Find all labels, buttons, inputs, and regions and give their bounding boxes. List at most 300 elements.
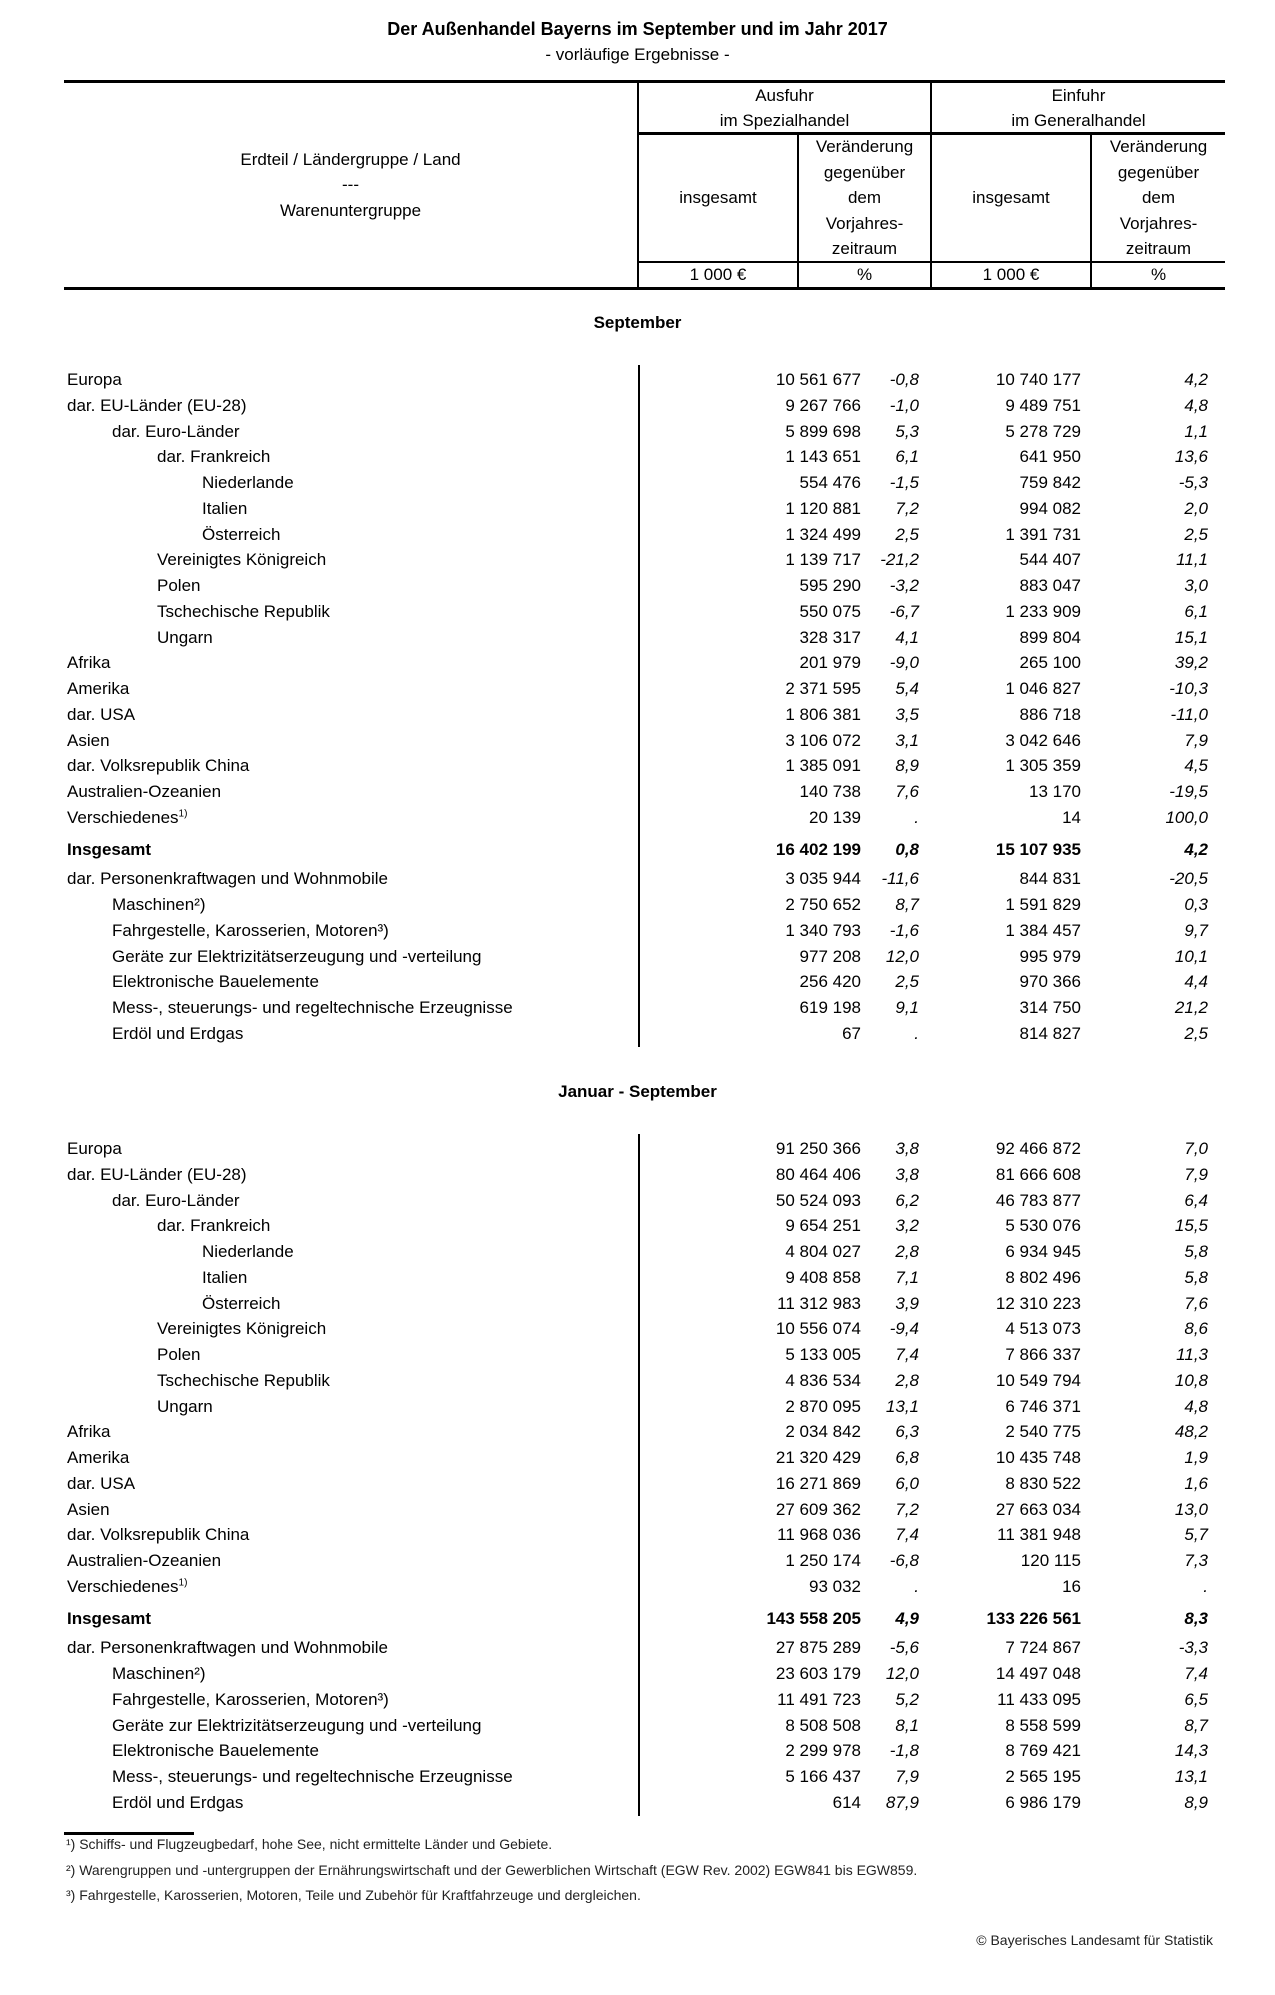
import-value: 120 115 <box>1020 1551 1081 1570</box>
export-total-header: insgesamt <box>679 188 757 208</box>
row-label-text: Insgesamt <box>67 839 152 859</box>
change-line: dem <box>847 188 882 208</box>
export-value: 91 250 366 <box>775 1139 861 1158</box>
row-label <box>112 892 206 918</box>
export-value: 27 609 362 <box>775 1499 861 1519</box>
export-change: 8,7 <box>895 895 919 914</box>
import-value: 92 466 872 <box>995 1139 1081 1158</box>
import-value: 9 489 751 <box>1005 395 1081 415</box>
region-row <box>64 547 1225 573</box>
row-label-text: dar. USA <box>67 1473 136 1493</box>
row-label-text: Asien <box>67 730 110 750</box>
row-label-text: Europa <box>67 370 122 389</box>
export-value: 201 979 <box>799 653 861 673</box>
import-value: 11 433 095 <box>997 1689 1081 1709</box>
row-label-text: dar. Euro-Länder <box>112 1190 240 1210</box>
total-row <box>64 837 1225 863</box>
import-value: 7 866 337 <box>1005 1345 1081 1364</box>
import-value: 970 366 <box>1019 972 1081 992</box>
import-change: 7,9 <box>1184 1164 1208 1184</box>
import-value: 994 082 <box>1019 498 1081 518</box>
import-unit: 1 000 € <box>982 265 1040 285</box>
row-label-text: Afrika <box>67 1422 111 1442</box>
import-value: 6 986 179 <box>1005 1792 1081 1812</box>
export-change: -1,8 <box>889 1741 919 1761</box>
export-change: 3,8 <box>895 1164 919 1184</box>
region-row <box>64 1162 1225 1188</box>
row-label <box>67 837 151 863</box>
import-value: 12 310 223 <box>995 1293 1081 1313</box>
import-value: 814 827 <box>1019 1023 1081 1043</box>
export-change-header <box>799 135 930 261</box>
page-subtitle: - vorläufige Ergebnisse - <box>545 45 730 64</box>
export-change: -9,0 <box>889 653 919 673</box>
export-change: -1,6 <box>889 920 919 940</box>
export-change: -1,5 <box>889 473 919 492</box>
goods-row <box>64 1021 1225 1047</box>
row-label-header <box>64 83 637 287</box>
import-value: 10 435 748 <box>995 1448 1081 1467</box>
change-line: dem <box>1141 188 1176 208</box>
export-change: 7,4 <box>895 1345 919 1364</box>
row-label-text: Australien-Ozeanien <box>67 782 222 801</box>
import-value: 14 <box>1062 807 1081 827</box>
export-value: 20 139 <box>809 807 861 827</box>
row-label <box>67 1522 249 1548</box>
row-label-text: dar. EU-Länder (EU-28) <box>67 395 247 415</box>
row-label-text: Niederlande <box>202 1242 294 1261</box>
export-value: 3 035 944 <box>785 869 861 889</box>
total-row <box>64 1606 1225 1632</box>
import-change: 9,7 <box>1184 920 1208 940</box>
region-row <box>64 393 1225 419</box>
row-label-text: Asien <box>67 1499 110 1519</box>
export-value: 2 371 595 <box>785 679 861 698</box>
goods-row <box>64 1790 1225 1816</box>
import-change: 7,4 <box>1184 1664 1208 1683</box>
page-title: Der Außenhandel Bayerns im September und im Jahr 2017 <box>387 19 888 39</box>
import-change: -20,5 <box>1169 869 1208 889</box>
row-label-text: dar. Euro-Länder <box>112 421 240 441</box>
import-value: 3 042 646 <box>1005 730 1081 750</box>
export-value: 328 317 <box>799 627 861 647</box>
import-change: 6,5 <box>1184 1689 1208 1709</box>
import-change: 5,7 <box>1184 1525 1208 1545</box>
footnote-marker: 1) <box>178 1577 188 1589</box>
goods-row <box>64 1713 1225 1739</box>
export-change: . <box>914 1576 919 1596</box>
row-label <box>112 918 389 944</box>
export-change: 7,6 <box>895 782 919 801</box>
import-value: 6 934 945 <box>1005 1242 1081 1261</box>
import-value: 27 663 034 <box>995 1499 1081 1519</box>
export-change: 7,9 <box>895 1767 919 1786</box>
region-row <box>64 728 1225 754</box>
region-row <box>64 367 1225 393</box>
region-row <box>64 1291 1225 1317</box>
import-value: 5 278 729 <box>1005 421 1081 441</box>
section-label: September <box>593 313 682 332</box>
row-label-text: dar. EU-Länder (EU-28) <box>67 1164 247 1184</box>
goods-row <box>64 1661 1225 1687</box>
export-change: 7,2 <box>895 498 919 518</box>
row-label <box>67 1471 135 1497</box>
row-label <box>112 1790 243 1816</box>
import-change: 1,9 <box>1184 1448 1208 1467</box>
export-value: 9 267 766 <box>785 395 861 415</box>
import-value: 883 047 <box>1019 576 1081 595</box>
import-value: 10 549 794 <box>995 1370 1081 1390</box>
goods-row <box>64 1764 1225 1790</box>
export-value: 67 <box>842 1023 861 1043</box>
export-value: 1 385 091 <box>785 756 861 776</box>
export-value: 11 312 983 <box>777 1293 861 1313</box>
import-change: -3,3 <box>1178 1638 1208 1658</box>
import-value: 4 513 073 <box>1005 1319 1081 1339</box>
region-row <box>64 1445 1225 1471</box>
row-label <box>112 1188 240 1214</box>
import-change: 10,8 <box>1174 1370 1208 1390</box>
import-value: 6 746 371 <box>1005 1396 1081 1416</box>
row-label-text: Fahrgestelle, Karosserien, Motoren³) <box>112 1689 389 1709</box>
column-divider <box>638 365 640 1047</box>
row-label <box>112 1764 513 1790</box>
row-label-text: dar. Personenkraftwagen und Wohnmobile <box>67 1638 388 1658</box>
row-label <box>157 1316 326 1342</box>
import-value: 1 305 359 <box>1005 756 1081 776</box>
import-value: 1 384 457 <box>1005 920 1081 940</box>
export-change: 3,9 <box>895 1293 919 1313</box>
export-value: 614 <box>832 1792 861 1812</box>
import-value: 759 842 <box>1019 473 1081 492</box>
region-row <box>64 625 1225 651</box>
export-change: -0,8 <box>889 370 919 389</box>
export-value: 5 899 698 <box>785 421 861 441</box>
import-value: 2 540 775 <box>1005 1422 1081 1442</box>
export-change: . <box>914 1023 919 1043</box>
row-label-text: Österreich <box>202 524 281 544</box>
region-row <box>64 1342 1225 1368</box>
row-label <box>202 1239 294 1265</box>
row-label-text: Niederlande <box>202 473 294 492</box>
export-value: 21 320 429 <box>775 1448 861 1467</box>
row-label-text: Erdöl und Erdgas <box>112 1023 244 1043</box>
import-change: 7,6 <box>1184 1293 1208 1313</box>
export-change: 9,1 <box>895 998 919 1017</box>
change-line: gegenüber <box>1117 162 1200 182</box>
export-change: 8,9 <box>895 756 919 776</box>
row-label-text: Polen <box>157 1345 201 1364</box>
region-row <box>64 779 1225 805</box>
import-change: 15,1 <box>1174 627 1208 647</box>
row-label-text: dar. Frankreich <box>157 1216 271 1236</box>
export-value: 23 603 179 <box>775 1664 861 1683</box>
row-label-line1: Erdteil / Ländergruppe / Land <box>240 149 461 169</box>
row-label-text: Ungarn <box>157 627 213 647</box>
export-value: 5 166 437 <box>785 1767 861 1786</box>
export-change: . <box>914 807 919 827</box>
import-value: 544 407 <box>1019 550 1081 570</box>
export-change: 12,0 <box>885 1664 919 1683</box>
export-value: 977 208 <box>799 946 861 966</box>
region-row <box>64 1368 1225 1394</box>
export-value: 554 476 <box>799 473 861 492</box>
row-label <box>157 547 326 573</box>
row-label <box>67 728 110 754</box>
change-line: Veränderung <box>815 137 914 157</box>
import-change: 1,6 <box>1184 1473 1208 1493</box>
row-label <box>112 1738 319 1764</box>
import-change: 39,2 <box>1174 653 1208 673</box>
change-line: zeitraum <box>831 239 898 259</box>
export-value: 11 968 036 <box>777 1525 861 1545</box>
row-label-text: Insgesamt <box>67 1608 152 1628</box>
import-value: 8 769 421 <box>1005 1741 1081 1761</box>
row-label-text: Maschinen²) <box>112 1664 206 1683</box>
goods-row <box>64 944 1225 970</box>
row-label-line3: Warenuntergruppe <box>279 200 422 220</box>
import-value: 16 <box>1062 1576 1081 1596</box>
import-group-line1: Einfuhr <box>1051 85 1106 105</box>
import-value: 2 565 195 <box>1005 1767 1081 1786</box>
export-value: 1 806 381 <box>785 704 861 724</box>
export-change: 4,9 <box>895 1608 919 1628</box>
row-label <box>157 1213 270 1239</box>
row-label-text: Vereinigtes Königreich <box>157 1319 327 1339</box>
export-change: 2,8 <box>895 1242 919 1261</box>
export-change: 7,1 <box>895 1267 919 1287</box>
row-label-text: Erdöl und Erdgas <box>112 1792 244 1812</box>
export-change: 6,0 <box>895 1473 919 1493</box>
export-value: 619 198 <box>799 998 861 1017</box>
import-change: 11,1 <box>1176 550 1208 570</box>
section-label: Januar - September <box>558 1082 717 1101</box>
row-label <box>67 805 187 831</box>
export-change: 5,3 <box>895 421 919 441</box>
row-label-text: Österreich <box>202 1293 281 1313</box>
export-value: 143 558 205 <box>766 1608 861 1628</box>
import-total-header: insgesamt <box>972 188 1050 208</box>
row-label-text: dar. Volksrepublik China <box>67 1525 250 1545</box>
export-change: 5,2 <box>895 1689 919 1709</box>
import-change: 5,8 <box>1184 1242 1208 1261</box>
row-label-text: Fahrgestelle, Karosserien, Motoren³) <box>112 920 389 940</box>
row-label-text: Polen <box>157 576 201 595</box>
region-row <box>64 1574 1225 1600</box>
export-change: 13,1 <box>885 1396 919 1416</box>
export-value: 16 402 199 <box>775 839 861 859</box>
import-change: 7,3 <box>1184 1551 1208 1570</box>
row-label-text: Mess-, steuerungs- und regeltechnische Erzeugnisse <box>112 1767 513 1786</box>
region-row <box>64 522 1225 548</box>
export-change: 3,2 <box>895 1216 919 1236</box>
row-label <box>67 779 221 805</box>
import-change: 4,5 <box>1184 756 1208 776</box>
copyright: © Bayerisches Landesamt für Statistik <box>976 1932 1213 1948</box>
export-value: 4 804 027 <box>785 1242 861 1261</box>
row-label-text: Vereinigtes Königreich <box>157 550 327 570</box>
import-change: 1,1 <box>1184 421 1208 441</box>
export-change: 2,8 <box>895 1370 919 1390</box>
region-row <box>64 1265 1225 1291</box>
import-change: 4,8 <box>1184 395 1208 415</box>
export-value: 16 271 869 <box>775 1473 861 1493</box>
region-row <box>64 676 1225 702</box>
export-value: 595 290 <box>799 576 861 595</box>
import-change: -11,0 <box>1170 704 1208 724</box>
export-value: 2 870 095 <box>785 1396 861 1416</box>
row-label-text: Italien <box>202 1267 248 1287</box>
row-label <box>67 1445 129 1471</box>
import-change: 13,1 <box>1174 1767 1208 1786</box>
import-change: 6,4 <box>1184 1190 1208 1210</box>
import-value: 314 750 <box>1019 998 1081 1017</box>
region-row <box>64 1239 1225 1265</box>
region-row <box>64 1497 1225 1523</box>
row-label-text: dar. Frankreich <box>157 447 271 467</box>
row-label <box>157 444 270 470</box>
import-change: -5,3 <box>1178 473 1208 492</box>
export-group-line1: Ausfuhr <box>755 85 814 105</box>
region-row <box>64 1213 1225 1239</box>
row-label <box>202 1265 247 1291</box>
import-change: 8,6 <box>1184 1319 1208 1339</box>
export-value: 10 561 677 <box>775 370 861 389</box>
row-label-text: Australien-Ozeanien <box>67 1551 222 1570</box>
import-change: 3,0 <box>1184 576 1208 595</box>
import-value: 10 740 177 <box>995 370 1081 389</box>
row-label <box>157 1342 200 1368</box>
import-change: -19,5 <box>1169 782 1208 801</box>
import-change: 21,2 <box>1174 998 1208 1017</box>
row-label-text: Tschechische Republik <box>157 601 330 621</box>
footnote-marker: 1) <box>178 808 188 820</box>
row-label <box>67 676 129 702</box>
import-group-header <box>932 83 1225 133</box>
row-label <box>202 1291 280 1317</box>
row-label <box>157 599 330 625</box>
footnote-1: ¹) Schiffs- und Flugzeugbedarf, hohe See, nicht ermittelte Länder und Gebiete. <box>66 1836 553 1852</box>
export-value: 550 075 <box>799 601 861 621</box>
import-value: 1 046 827 <box>1005 679 1081 698</box>
import-value: 1 391 731 <box>1005 524 1081 544</box>
import-change: 0,3 <box>1184 895 1208 914</box>
change-line: gegenüber <box>823 162 906 182</box>
export-value: 50 524 093 <box>775 1190 861 1210</box>
export-value: 1 324 499 <box>785 524 861 544</box>
export-value: 27 875 289 <box>775 1638 861 1658</box>
change-line: Vorjahres- <box>1119 213 1198 233</box>
row-label-text: Elektronische Bauelemente <box>112 1741 319 1761</box>
export-value: 1 143 651 <box>785 447 861 467</box>
export-change: -9,4 <box>889 1319 919 1339</box>
export-change: -3,2 <box>889 576 919 595</box>
export-change: 6,2 <box>895 1190 919 1210</box>
export-value: 256 420 <box>799 972 861 992</box>
region-row <box>64 1419 1225 1445</box>
footnote-rule <box>64 1832 194 1835</box>
export-value: 1 340 793 <box>785 920 861 940</box>
import-change: 48,2 <box>1174 1422 1208 1442</box>
export-value: 9 408 858 <box>785 1267 861 1287</box>
row-label-text: Verschiedenes <box>67 807 179 827</box>
row-label <box>67 1136 122 1162</box>
region-row <box>64 1316 1225 1342</box>
import-change: 8,9 <box>1184 1792 1208 1812</box>
column-divider <box>638 1134 640 1816</box>
export-change: 3,8 <box>895 1139 919 1158</box>
import-value: 899 804 <box>1019 627 1081 647</box>
row-label-text: Geräte zur Elektrizitätserzeugung und -verteilung <box>112 1715 482 1735</box>
region-row <box>64 702 1225 728</box>
export-unit: 1 000 € <box>689 265 747 285</box>
goods-row <box>64 866 1225 892</box>
import-value: 46 783 877 <box>995 1190 1081 1210</box>
goods-row <box>64 918 1225 944</box>
goods-row <box>64 1738 1225 1764</box>
row-label-line2: --- <box>342 175 359 195</box>
goods-row <box>64 1687 1225 1713</box>
import-change: 8,3 <box>1184 1608 1208 1628</box>
export-value: 4 836 534 <box>785 1370 861 1390</box>
import-change: 4,2 <box>1184 370 1208 389</box>
export-value: 2 299 978 <box>785 1741 861 1761</box>
row-label <box>67 393 247 419</box>
row-label <box>67 1497 110 1523</box>
row-label <box>67 367 122 393</box>
export-change: -1,0 <box>889 395 919 415</box>
change-line: Veränderung <box>1109 137 1208 157</box>
row-label-text: Verschiedenes <box>67 1576 179 1596</box>
import-change: 13,0 <box>1174 1499 1208 1519</box>
import-value: 5 530 076 <box>1005 1216 1081 1236</box>
export-change: -5,6 <box>889 1638 919 1658</box>
import-change: 4,4 <box>1184 972 1208 992</box>
export-change: 3,5 <box>895 704 919 724</box>
import-change-header <box>1092 135 1225 261</box>
export-value: 1 139 717 <box>785 550 861 570</box>
goods-row <box>64 969 1225 995</box>
import-value: 641 950 <box>1019 447 1081 467</box>
export-change: 7,4 <box>895 1525 919 1545</box>
export-value: 8 508 508 <box>785 1715 861 1735</box>
import-value: 8 558 599 <box>1005 1715 1081 1735</box>
row-label <box>202 470 294 496</box>
import-change: 14,3 <box>1174 1741 1208 1761</box>
footnote-2: ²) Warengruppen und -untergruppen der Ernährungswirtschaft und der Gewerblichen Wirtschaft (EGW Rev. 2002) EGW841 bis EGW859. <box>66 1862 918 1878</box>
row-label-text: Europa <box>67 1139 122 1158</box>
import-value: 8 802 496 <box>1005 1267 1081 1287</box>
export-value: 11 491 723 <box>777 1689 861 1709</box>
row-label <box>112 995 513 1021</box>
import-value: 265 100 <box>1019 653 1081 673</box>
export-change: 6,8 <box>895 1448 919 1467</box>
row-label <box>202 522 280 548</box>
row-label <box>67 1419 110 1445</box>
region-row <box>64 599 1225 625</box>
import-change: 2,5 <box>1184 524 1208 544</box>
region-row <box>64 805 1225 831</box>
row-label <box>112 944 481 970</box>
region-row <box>64 1136 1225 1162</box>
row-label-text: Tschechische Republik <box>157 1370 330 1390</box>
row-label <box>67 866 388 892</box>
row-label <box>202 496 247 522</box>
row-label-text: Mess-, steuerungs- und regeltechnische Erzeugnisse <box>112 998 513 1017</box>
export-value: 80 464 406 <box>775 1164 861 1184</box>
region-row <box>64 1394 1225 1420</box>
export-change: 0,8 <box>895 839 919 859</box>
